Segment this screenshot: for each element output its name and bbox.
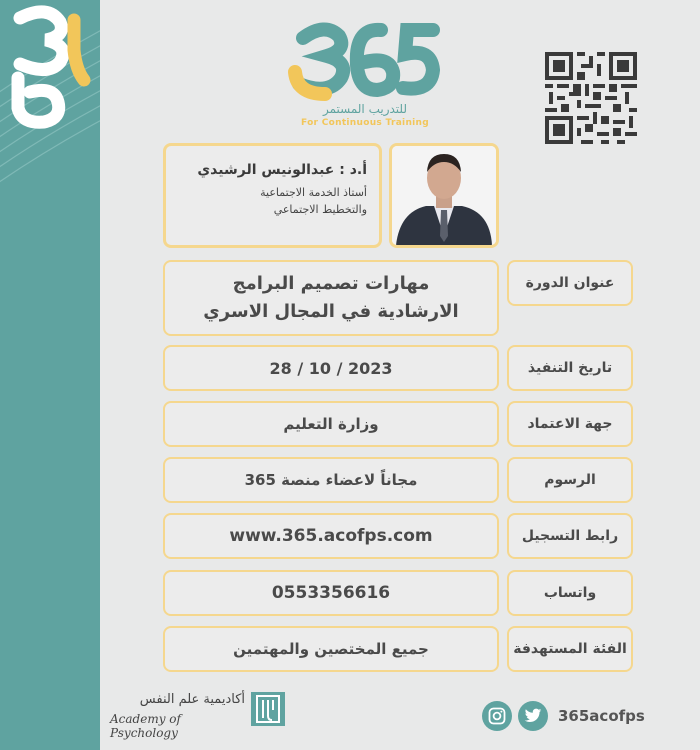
academy-name-en: Academy of Psychology (110, 712, 181, 740)
course-title-line1: مهارات تصميم البرامج (232, 273, 430, 294)
brand-logo (285, 18, 445, 130)
whatsapp-label: واتساب (507, 570, 633, 616)
instructor-name: أ.د : عبدالونيس الرشيدي (197, 162, 367, 178)
logo-365-icon (285, 18, 445, 102)
accreditation-label: جهة الاعتماد (507, 401, 633, 447)
sidebar-365-logo (0, 0, 96, 130)
audience-label: الفئة المستهدفة (507, 626, 633, 672)
social-bar (482, 701, 645, 731)
course-title-value (163, 260, 499, 336)
logo-tagline-en: For Continuous Training (300, 118, 429, 128)
logo-tagline-ar: للتدريب المستمر (322, 102, 408, 116)
instagram-icon[interactable] (482, 701, 512, 731)
fees-value: مجاناً لاعضاء منصة 365 (163, 457, 499, 503)
academy-name-ar: أكاديمية علم النفس (139, 692, 245, 707)
audience-value: جميع المختصين والمهتمين (163, 626, 499, 672)
course-title-line2: الارشادية في المجال الاسري (203, 301, 459, 322)
instructor-portrait-icon (392, 146, 496, 245)
instructor-title-line2: والتخطيط الاجتماعي (273, 203, 367, 216)
fees-label: الرسوم (507, 457, 633, 503)
course-title-label: عنوان الدورة (507, 260, 633, 306)
academy-emblem-icon (251, 692, 285, 726)
registration-link[interactable]: www.365.acofps.com (163, 513, 499, 559)
instructor-title-line1: أستاذ الخدمة الاجتماعية (260, 186, 367, 199)
qr-code-icon[interactable] (545, 52, 637, 144)
date-value: 2023 / 10 / 28 (163, 345, 499, 391)
date-label: تاريخ التنفيذ (507, 345, 633, 391)
twitter-icon[interactable] (518, 701, 548, 731)
instructor-title (166, 184, 367, 218)
whatsapp-number[interactable]: 0553356616 (163, 570, 499, 616)
accreditation-value: وزارة التعليم (163, 401, 499, 447)
academy-logo (110, 690, 285, 740)
instructor-photo (389, 143, 499, 248)
registration-label: رابط التسجيل (507, 513, 633, 559)
instructor-card (163, 143, 382, 248)
side-banner (0, 0, 100, 750)
social-handle[interactable]: 365acofps (558, 707, 645, 725)
